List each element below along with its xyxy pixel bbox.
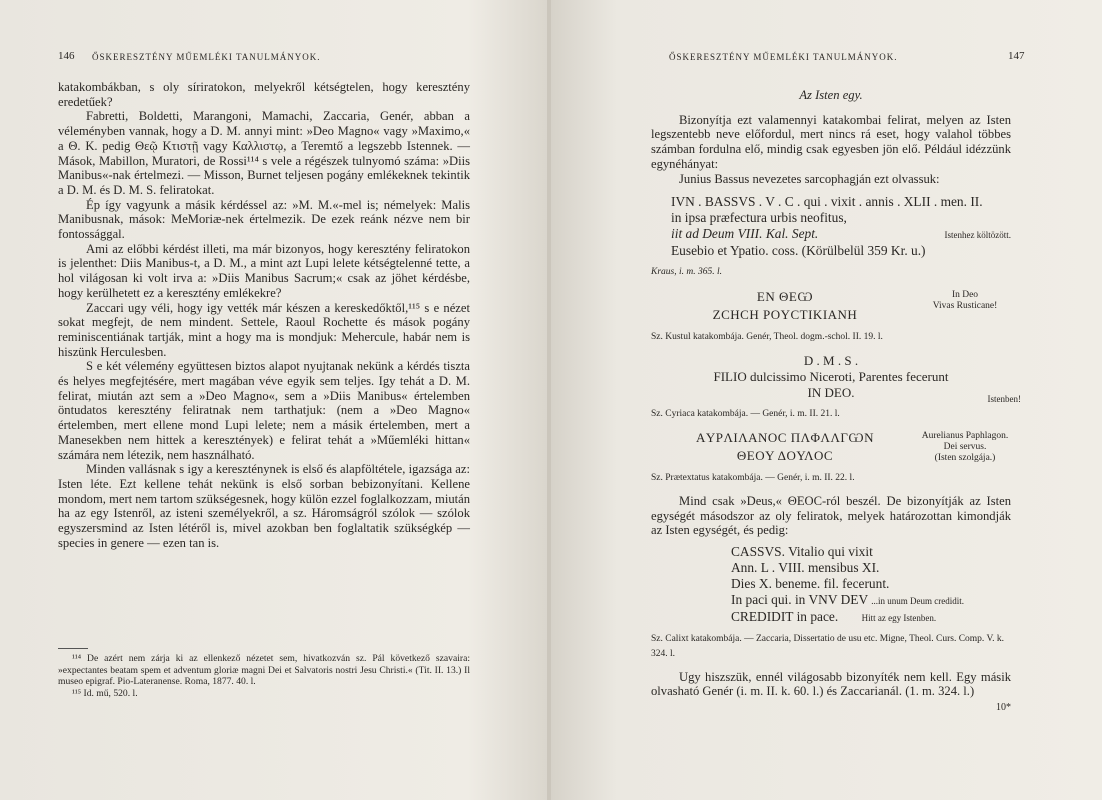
source-citation: Sz. Prætextatus katakombája. — Genér, i. m. II. 22. l.	[651, 473, 855, 484]
greek-text	[651, 288, 919, 324]
right-page-number: 147	[1008, 50, 1025, 62]
footnote-rule	[58, 648, 88, 649]
greek-line: ZCHCH POYCTIKIANH	[712, 306, 858, 322]
left-body-text	[58, 80, 470, 551]
paragraph: S e két vélemény együttesen biztos alapot nyujtanak nekünk a kérdés tiszta és helyes megfejtésére, mert magában véve egyik sem teljes. Igy tehát a D. M. felirat, miután azt sem a »Deo Magno«, sem a »Diis Manibus« értelemben öntudatos keresztény feliratnak nem tarthatjuk: (nem a »Deo Magno« értelemben, mert ellene mond Lupi lelete; nem a másik értelemben, mert a Manesekben nem hittek a keresztények) e felirat tehát a »Műemléki hittan« számára nem létezik, nem használható.	[58, 359, 470, 462]
translation-line: Dei servus.	[943, 442, 987, 453]
inscription-row	[671, 226, 1011, 243]
translation-line: In Deo	[951, 289, 979, 300]
inscription-line: IVN . BASSVS . V . C . qui . vixit . annis . XLII . men. II.	[671, 194, 983, 210]
right-body	[651, 88, 1021, 716]
translation	[919, 288, 1011, 324]
translation-note: ...in unum Deum credidit.	[871, 596, 964, 607]
paragraph: Ugy hiszszük, ennél világosabb bizonyíték nem kell. Egy másik olvasható Genér (i. m. II. k. 60. l.) és Zaccarianál. (1. m. 324. l.)	[651, 669, 1011, 699]
footnotes	[58, 648, 470, 699]
greek-line: EN ΘEѠ	[756, 288, 814, 304]
source-citation: Sz. Kustul katakombája. Genér, Theol. dogm.-schol. II. 19. l.	[651, 331, 883, 342]
paragraph: Fabretti, Boldetti, Marangoni, Mamachi, Zaccaria, Genér, abban a véleményben vannak, hogy a D. M. annyi mint: »Deo Magno« vagy »Maximo,« a Θ. K. pedig Θεῷ Κτιστῇ vagy Καλλιστῳ, a Teremtő a legszebb Istennek. — Mások, Mabillon, Muratori, de Rossi¹¹⁴ s vele a régészek tulnyomó száma: »Diis Manibus«-nak értelmezi. — Misson, Burnet teljesen pogány emlékeknek tekintik a D. M. és D. M. S. feliratokat.	[58, 109, 470, 197]
inscription-line: Dies X. beneme. fil. fecerunt.	[731, 576, 890, 592]
paragraph: Minden vallásnak s igy a kereszténynek is első és alapföltétele, igazsága az: Isten léte. Ezt kellene tehát nekünk is első sorban bebizonyítani. Kellene mondom, mert nem tartom szükségesnek, hogy külön ezzel foglalkozzam, miután ha az egy Istenről, az isteni személyekről, a sz. Háromságról szólok — szólok egyszersmind az Isten létéről is, mivel azokban ben foglaltatik szükségkép — species in genere — ezen tan is.	[58, 462, 470, 550]
footnote: ¹¹⁵ Id. mű, 520. l.	[72, 687, 138, 699]
inscription-cassius	[731, 544, 1011, 626]
greek-line: ΘEOΥ ΔOΥΛOC	[736, 448, 834, 464]
inscription-line: Eusebio et Ypatio. coss. (Körülbelül 359 Kr. u.)	[671, 243, 926, 259]
right-page	[551, 0, 1102, 800]
translation-line: Vivas Rusticane!	[932, 300, 998, 311]
translation-line: (Isten szolgája.)	[934, 453, 996, 464]
inscription-line: In paci qui. in VNV DEV	[731, 592, 868, 608]
section-title: Az Isten egy.	[799, 88, 863, 102]
inscription-filio	[651, 352, 1021, 404]
greek-line: AΥPΛIΛANOC ΠΛΦΛΛΓѠN	[695, 430, 875, 446]
inscription-row	[731, 592, 1011, 609]
translation-line: Aurelianus Paphlagon.	[921, 431, 1009, 442]
inscription-line: D . M . S .	[803, 352, 859, 368]
footnote: ¹¹⁴ De azért nem zárja ki az ellenkező nézetet sem, hivatkozván sz. Pál következő szavaira: »expectantes beatam spem et adventum gloriæ magni Dei et Salvatoris nostri Jesu Christi.« (Tit. II. 13.) Il museo epigraf. Pio-Lateranense. Roma, 1877. 40. l.	[58, 653, 470, 688]
source-citation	[651, 265, 1011, 280]
translation	[919, 429, 1011, 465]
signature-mark: 10*	[996, 701, 1011, 713]
translation-note: Istenben!	[987, 393, 1021, 404]
translation-note: Hitt az egy Istenben.	[861, 613, 937, 624]
paragraph: Ami az előbbi kérdést illeti, ma már bizonyos, hogy keresztény feliratokon is jelenthet: Diis Manibus-t, a D. M., a mint azt Lupi lelete kétségtelenné tette, a hol világosan ki volt irva a: »Diis Manibus Sacrum;« csak az jöhet kérdésbe, hogy kerülhetett ez a keresztény emlékekre?	[58, 241, 470, 300]
translation-note: Istenhez költözött.	[944, 230, 1011, 241]
paragraph: katakombákban, s oly síriratokon, melyekről kétségtelen, hogy keresztény eredetűek?	[58, 80, 470, 109]
inscription-greek-2	[651, 429, 1011, 465]
inscription-bassus	[671, 194, 1011, 259]
paragraph: Bizonyítja ezt valamennyi katakombai felirat, melyen az Isten legszentebb neve előfordul, mert nincs rá eset, hogy valahol többes számban fordulna elő, mindig csak egyesben jön elő. Például idézzünk egynéhányat:	[651, 112, 1011, 171]
paragraph: Junius Bassus nevezetes sarcophagján ezt olvassuk:	[679, 171, 940, 186]
left-running-head: ŐSKERESZTÉNY MŰEMLÉKI TANULMÁNYOK.	[92, 52, 321, 62]
source-citation: Sz. Calixt katakombája. — Zaccaria, Dissertatio de usu etc. Migne, Theol. Curs. Comp. V. k. 324. l.	[651, 634, 1005, 659]
inscription-line: FILIO dulcissimo Niceroti, Parentes fecerunt	[713, 368, 949, 384]
inscription-line: in ipsa præfectura urbis neofitus,	[671, 210, 847, 226]
greek-text	[651, 429, 919, 465]
inscription-line: IN DEO.	[807, 384, 855, 400]
inscription-line: CREDIDIT in pace.	[731, 609, 839, 625]
paragraph: Mind csak »Deus,« ΘEOC-ról beszél. De bizonyítják az Isten egységét másodszor az oly feliratok, melyek határozottan kimondják az Isten egységét, és pedig:	[651, 494, 1011, 538]
inscription-line: CASSVS. Vitalio qui vixit	[731, 544, 873, 560]
inscription-line: iit ad Deum VIII. Kal. Sept.	[671, 226, 819, 242]
source-citation: Sz. Cyriaca katakombája. — Genér, i. m. II. 21. l.	[651, 408, 840, 419]
inscription-line: Ann. L . VIII. mensibus XI.	[731, 560, 880, 576]
paragraph: Ép így vagyunk a másik kérdéssel az: »M. M.«-mel is; némelyek: Malis Manibusnak, mások: MeMoriæ-nek értelmezik. De ezek reánk nézve nem bir fontossággal.	[58, 197, 470, 242]
inscription-row	[731, 609, 1011, 626]
inscription-greek-1	[651, 288, 1011, 324]
left-page-number: 146	[58, 50, 75, 62]
inscription-row	[651, 384, 1021, 404]
source-text: Kraus, i. m. 365. l.	[651, 267, 722, 278]
paragraph: Zaccari ugy véli, hogy igy vették már készen a kereskedőktől,¹¹⁵ s e nézet sokat megfejt, de nem mindent. Settele, Raoul Rochette és mások pogány reminiscentiának tartják, mint a hogy ma is mondjuk: Mehercule, habár nem is hiszünk Herculesben.	[58, 300, 470, 359]
right-running-head: ŐSKERESZTÉNY MŰEMLÉKI TANULMÁNYOK.	[669, 52, 898, 62]
